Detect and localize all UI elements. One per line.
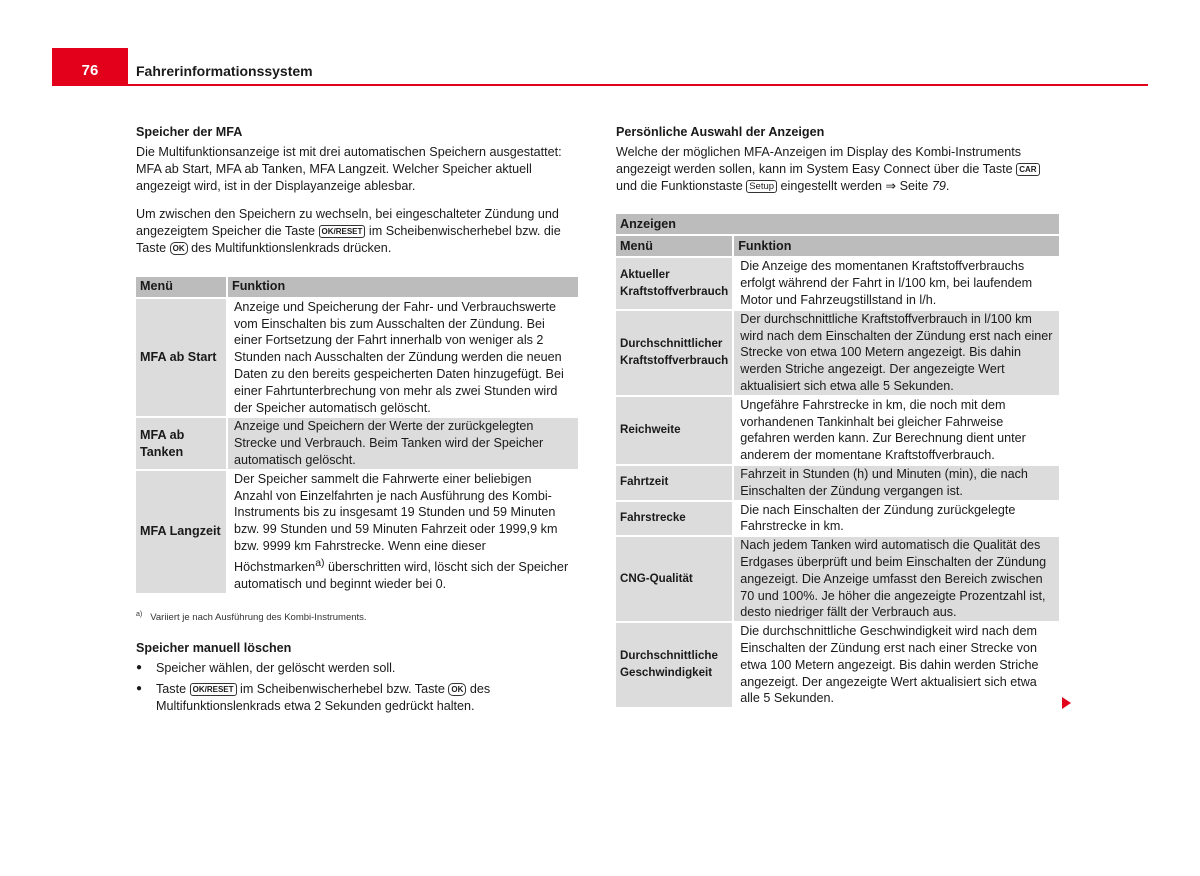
paragraph-selection: Welche der möglichen MFA-Anzeigen im Display des Kombi-Instruments angezeigt werden sollen, kann im System Easy Connect über die Taste CAR und die Funktionstaste Setup eingestellt werden ⇒ Seite 79. bbox=[616, 144, 1059, 194]
text-fragment: im Scheibenwischerhebel bzw. die Taste bbox=[136, 224, 561, 255]
table-cell-menu: CNG-Qualität bbox=[616, 537, 734, 621]
table-cell-menu: MFA ab Start bbox=[136, 299, 228, 417]
right-column bbox=[616, 124, 1059, 709]
table-cell-menu: MFA ab Tanken bbox=[136, 418, 228, 468]
table-header-menu: Menü bbox=[616, 236, 734, 256]
table-header-function: Funktion bbox=[734, 236, 1059, 256]
text-fragment: im Scheibenwischerhebel bzw. Taste bbox=[240, 682, 445, 697]
table-row bbox=[616, 258, 1059, 308]
page-number: 76 bbox=[52, 48, 128, 84]
text-fragment: des Multifunktionslenkrads drücken. bbox=[191, 240, 392, 255]
table-header-function: Funktion bbox=[228, 277, 578, 297]
table-row bbox=[616, 537, 1059, 621]
table-cell-menu: Fahrstrecke bbox=[616, 502, 734, 536]
paragraph-intro: Die Multifunktionsanzeige ist mit drei automatischen Speichern ausgestattet: MFA ab Start, MFA ab Tanken, MFA Langzeit. Welcher Speicher aktuell angezeigt wird, ist in der Displayanzeige ablesbar. bbox=[136, 145, 562, 193]
text-fragment: Taste bbox=[156, 682, 187, 697]
table-cell-function: Der durchschnittliche Kraftstoffverbrauch in l/100 km wird nach dem Einschalten der Zündung erst nach einer Strecke von etwa 100 Metern angezeigt. Bis dahin werden Striche angezeigt. Der angezeigte Wert aktualisiert sich etwa alle 5 Sekunden. bbox=[734, 311, 1059, 395]
table-cell-function: Anzeige und Speicherung der Fahr- und Verbrauchswerte vom Einschalten bis zum Ausschalten der Zündung. Bei einer Fortsetzung der Fahrt innerhalb von weniger als 2 Stunden nach Ausschalten der Zündung werden die neuen Daten zu den bereits gespeicherten Daten hinzugefügt. Bei einer Fahrtunterbrechung von mehr als zwei Stunden wird der Speicher automatisch gelöscht. bbox=[228, 299, 578, 417]
paragraph-switch bbox=[136, 206, 578, 256]
table-row bbox=[136, 471, 578, 593]
list-item bbox=[136, 681, 578, 715]
page-title: Fahrerinformationssystem bbox=[136, 63, 313, 79]
table-cell-function: Die Anzeige des momentanen Kraftstoffverbrauchs erfolgt während der Fahrt in l/100 km, bei laufendem Motor und Fahrzeugstillstand in l/h. bbox=[734, 258, 1059, 308]
footnote bbox=[136, 607, 578, 627]
table-row bbox=[616, 623, 1059, 707]
table-cell-function: Die durchschnittliche Geschwindigkeit wird nach dem Einschalten der Zündung erst nach einer Strecke von etwa 100 Metern angezeigt. Bis dahin werden Striche angezeigt. Der angezeigte Wert aktualisiert sich etwa alle 5 Sekunden. bbox=[734, 623, 1059, 707]
table-cell-menu: Reichweite bbox=[616, 397, 734, 464]
list-item: ● Speicher wählen, der gelöscht werden soll. bbox=[136, 660, 578, 677]
table-caption: Anzeigen bbox=[616, 214, 1059, 234]
text-fragment: eingestellt werden ⇒ Seite bbox=[780, 178, 929, 193]
table-row bbox=[616, 397, 1059, 464]
table-row bbox=[136, 299, 578, 417]
footnote-ref: a) bbox=[315, 556, 325, 569]
table-cell-function: Nach jedem Tanken wird automatisch die Qualität des Erdgases überprüft und beim Einschalten der Zündung angezeigt. Die Anzeige umfasst den Bereich zwischen 70 und 100%. Je höher die angezeigte Prozentzahl ist, desto niedriger fällt der Verbrauch aus. bbox=[734, 537, 1059, 621]
continue-arrow-icon bbox=[1062, 697, 1071, 709]
ok-reset-key-icon: OK/RESET bbox=[319, 225, 366, 238]
ok-reset-key-icon: OK/RESET bbox=[190, 683, 237, 696]
footnote-text: Variiert je nach Ausführung des Kombi-Instruments. bbox=[150, 611, 367, 623]
text-fragment: und die Funktionstaste bbox=[616, 178, 743, 193]
table-cell-function: Ungefähre Fahrstrecke in km, die noch mit dem vorhandenen Tankinhalt bei gleicher Fahrweise gefahren werden kann. Zur Berechnung dient unter anderem der momentane Kraftstoffverbrauch. bbox=[734, 397, 1059, 464]
table-row bbox=[616, 502, 1059, 536]
table-cell-menu: MFA Langzeit bbox=[136, 471, 228, 593]
table-cell-function: Fahrzeit in Stunden (h) und Minuten (min), die nach Einschalten der Zündung vergangen ist. bbox=[734, 466, 1059, 500]
section-title-auswahl: Persönliche Auswahl der Anzeigen bbox=[616, 125, 825, 139]
setup-key-icon: Setup bbox=[746, 180, 777, 193]
text-fragment: überschritten wird, löscht sich der Speicher automatisch und beginnt wieder bei 0. bbox=[234, 559, 569, 591]
table-cell-function: Die nach Einschalten der Zündung zurückgelegte Fahrstrecke in km. bbox=[734, 502, 1059, 536]
table-header-menu: Menü bbox=[136, 277, 228, 297]
mfa-memory-table bbox=[136, 275, 578, 595]
left-column bbox=[136, 124, 578, 719]
footnote-mark: a) bbox=[136, 610, 143, 618]
table-row bbox=[136, 418, 578, 468]
ok-key-icon: OK bbox=[448, 683, 466, 696]
table-cell-menu: Durchschnittliche Geschwindigkeit bbox=[616, 623, 734, 707]
text-fragment: Welche der möglichen MFA-Anzeigen im Display des Kombi-Instruments angezeigt werden sollen, kann im System Easy Connect über die Taste bbox=[616, 145, 1022, 176]
displays-table bbox=[616, 212, 1059, 709]
text-fragment: Der Speicher sammelt die Fahrwerte einer beliebigen Anzahl von Einzelfahrten je nach Ausführung des Kombi-Instruments bis zu insgesamt 19 Stunden und 59 Minuten bzw. 99 Stunden und 59 Minuten Fahrzeit oder 1999,9 km bzw. 9999 km Fahrstrecke. Wenn eine dieser Höchstmarken bbox=[234, 471, 558, 574]
table-cell-menu: Fahrtzeit bbox=[616, 466, 734, 500]
section-title-speicher: Speicher der MFA bbox=[136, 125, 243, 139]
table-cell-function bbox=[228, 471, 578, 593]
table-header-row bbox=[136, 277, 578, 297]
table-row bbox=[616, 311, 1059, 395]
section-title-loeschen: Speicher manuell löschen bbox=[136, 641, 292, 656]
ok-key-icon: OK bbox=[170, 242, 188, 255]
table-cell-menu: Aktueller Kraftstoffverbrauch bbox=[616, 258, 734, 308]
text-fragment: des Multifunktionslenkrads etwa 2 Sekunden gedrückt halten. bbox=[156, 682, 491, 714]
bullet-list bbox=[136, 660, 578, 714]
table-header-row bbox=[616, 236, 1059, 256]
table-caption-row bbox=[616, 214, 1059, 234]
page-header bbox=[52, 48, 1148, 86]
page-reference: 79 bbox=[931, 178, 946, 193]
table-row bbox=[616, 466, 1059, 500]
table-cell-menu: Durchschnittlicher Kraftstoffverbrauch bbox=[616, 311, 734, 395]
car-key-icon: CAR bbox=[1016, 163, 1039, 176]
table-cell-function: Anzeige und Speichern der Werte der zurückgelegten Strecke und Verbrauch. Beim Tanken wird der Speicher automatisch gelöscht. bbox=[228, 418, 578, 468]
text-fragment: Um zwischen den Speichern zu wechseln, bei eingeschalteter Zündung und angezeigtem Speicher die Taste bbox=[136, 207, 559, 239]
